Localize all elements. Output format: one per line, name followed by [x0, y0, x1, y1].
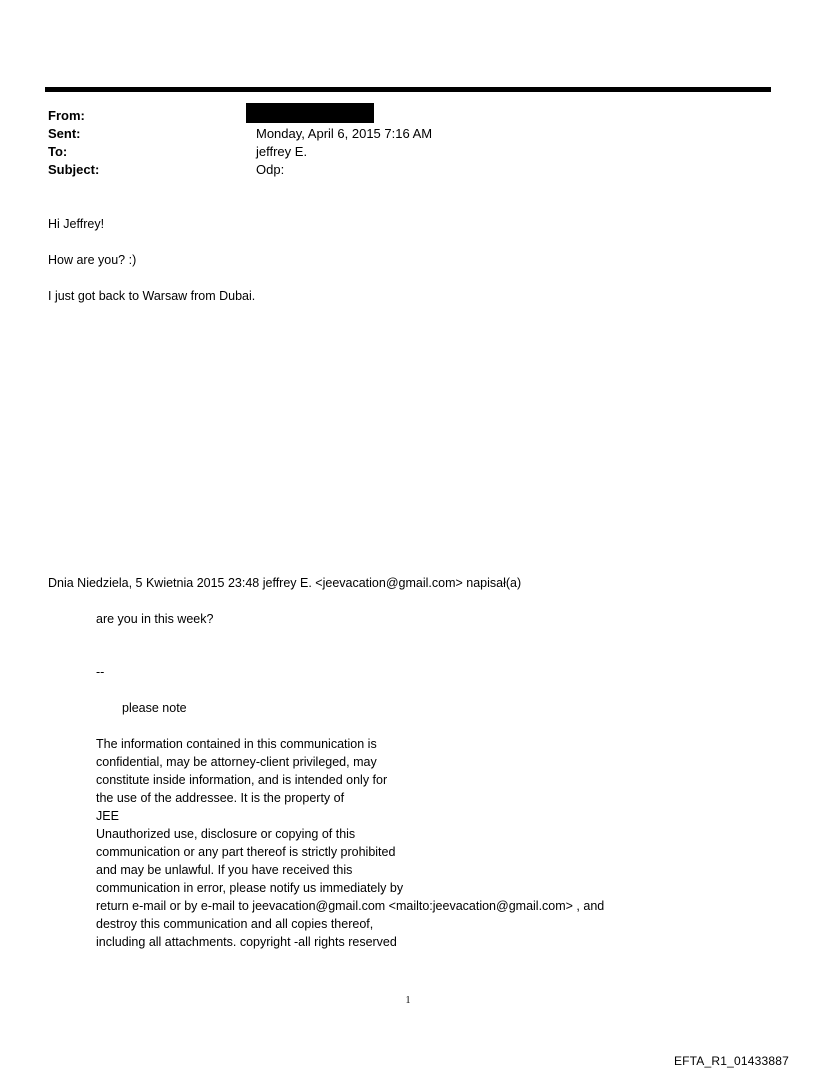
sent-label: Sent: [48, 126, 81, 141]
from-label: From: [48, 108, 85, 123]
signature-separator: -- [96, 665, 105, 679]
to-label: To: [48, 144, 68, 159]
body-line-2: How are you? :) [48, 253, 137, 267]
disclaimer-line: the use of the addressee. It is the property of [96, 791, 345, 805]
disclaimer-line: return e-mail or by e-mail to jeevacation@gmail.com <mailto:jeevacation@gmail.com> , and [96, 899, 605, 913]
subject-label: Subject: [48, 162, 100, 177]
disclaimer-line: Unauthorized use, disclosure or copying of this [96, 827, 356, 841]
disclaimer-line: destroy this communication and all copies thereof, [96, 917, 374, 931]
disclaimer-line: The information contained in this communication is [96, 737, 377, 751]
from-redaction [246, 103, 374, 123]
disclaimer-line: JEE [96, 809, 119, 823]
disclaimer-line: communication or any part thereof is strictly prohibited [96, 845, 396, 859]
greeting-text: Hi Jeffrey! [48, 217, 105, 231]
subject-value: Odp: [256, 162, 285, 177]
quote-attribution: Dnia Niedziela, 5 Kwietnia 2015 23:48 jeffrey E. <jeevacation@gmail.com> napisał(a) [48, 576, 522, 590]
disclaimer-line: including all attachments. copyright -all rights reserved [96, 935, 397, 949]
sent-value: Monday, April 6, 2015 7:16 AM [256, 126, 433, 141]
to-value: jeffrey E. [256, 144, 308, 159]
page-number: 1 [405, 995, 411, 1006]
body-line-3: I just got back to Warsaw from Dubai. [48, 289, 256, 303]
disclaimer-line: communication in error, please notify us immediately by [96, 881, 404, 895]
document-id: EFTA_R1_01433887 [673, 1054, 789, 1068]
disclaimer-block [96, 735, 604, 951]
quoted-message: are you in this week? [96, 612, 214, 626]
disclaimer-line: and may be unlawful. If you have received this [96, 863, 353, 877]
header-divider [45, 87, 771, 92]
disclaimer-line: constitute inside information, and is intended only for [96, 773, 388, 787]
disclaimer-line: confidential, may be attorney-client privileged, may [96, 755, 377, 769]
please-note-text: please note [122, 701, 187, 715]
